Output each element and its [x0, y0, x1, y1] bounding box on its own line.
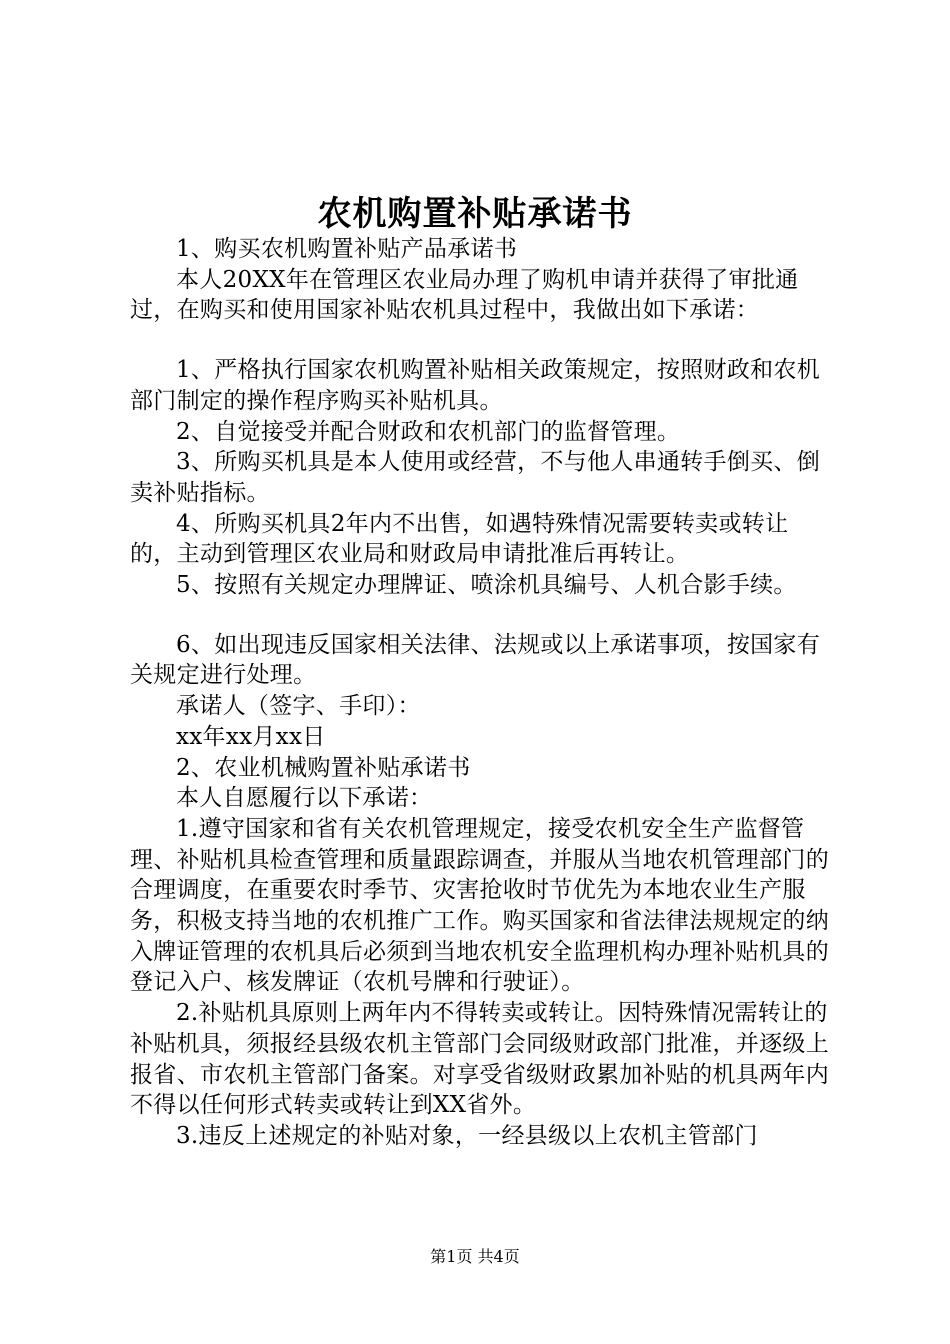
paragraph: 2、自觉接受并配合财政和农机部门的监督管理。	[176, 418, 681, 445]
paragraph: 1、购买农机购置补贴产品承诺书	[176, 236, 518, 262]
paragraph: 本人自愿履行以下承诺：	[176, 785, 433, 812]
document-body	[130, 234, 830, 1152]
paragraph: 5、按照有关规定办理牌证、喷涂机具编号、人机合影手续。	[176, 572, 797, 599]
paragraph: 本人20XX年在管理区农业局办理了购机申请并获得了审批通过，在购买和使用国家补贴农机具过程中，我做出如下承诺：	[130, 266, 799, 324]
paragraph: 1、严格执行国家农机购置补贴相关政策规定，按照财政和农机部门制定的操作程序购买补贴机具。	[130, 357, 821, 414]
date-line: xx年xx月xx日	[176, 723, 326, 750]
paragraph: 2.补贴机具原则上两年内不得转卖或转让。因特殊情况需转让的补贴机具，须报经县级农机主管部门会同级财政部门批准，并逐级上报省、市农机主管部门备案。对享受省级财政累加补贴的机具两年内不得以任何形式转卖或转让到XX省外。	[130, 1000, 829, 1119]
paragraph: 3.违反上述规定的补贴对象，一经县级以上农机主管部门	[176, 1122, 758, 1149]
paragraph: 3、所购买机具是本人使用或经营，不与他人串通转手倒买、倒卖补贴指标。	[130, 449, 821, 506]
paragraph: 1.遵守国家和省有关农机管理规定，接受农机安全生产监督管理、补贴机具检查管理和质量跟踪调查，并服从当地农机管理部门的合理调度，在重要农时季节、灾害抢收时节优先为本地农业生产服务，积极支持当地的农机推广工作。购买国家和省法律法规规定的纳入牌证管理的农机具后必须到当地农机安全监理机构办理补贴机具的登记入户、核发牌证（农机号牌和行驶证）。	[130, 815, 829, 996]
document-title: 农机购置补贴承诺书	[317, 194, 633, 234]
paragraph: 6、如出现违反国家相关法律、法规或以上承诺事项，按国家有关规定进行处理。	[130, 631, 821, 689]
page-footer: 第1页 共4页	[430, 1247, 520, 1266]
paragraph: 4、所购买机具2年内不出售，如遇特殊情况需要转卖或转让的，主动到管理区农业局和财政局申请批准后再转让。	[130, 510, 789, 568]
signature-line: 承诺人（签字、手印）：	[176, 693, 421, 720]
section-heading: 2、农业机械购置补贴承诺书	[176, 754, 471, 781]
